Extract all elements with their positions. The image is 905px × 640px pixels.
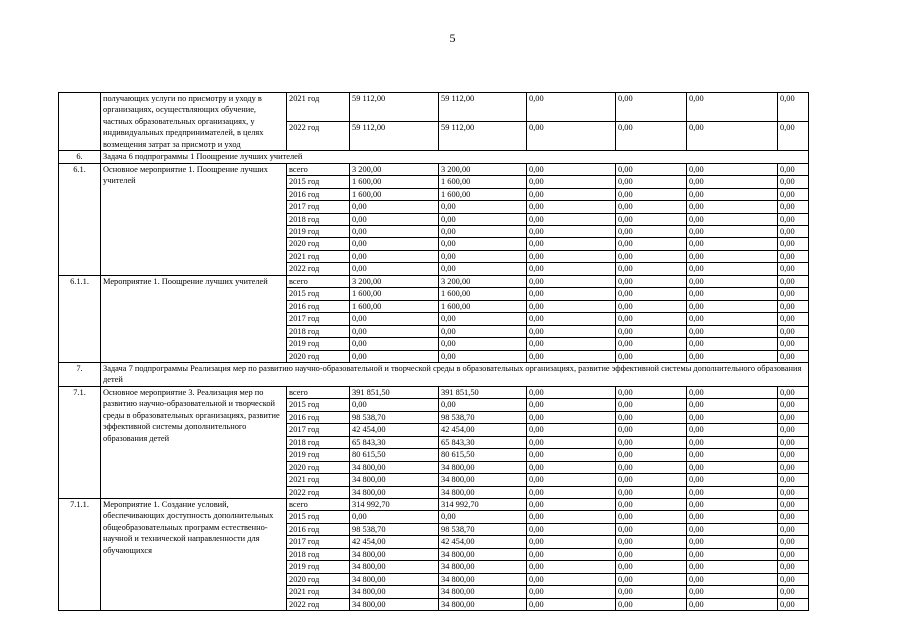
value-cell: 0,00 [439,325,527,337]
value-cell: 0,00 [687,176,778,188]
value-cell: 0,00 [616,313,687,325]
total-cell: 34 800,00 [350,561,439,573]
value-cell: 0,00 [687,536,778,548]
value-cell: 34 800,00 [439,486,527,498]
value-cell: 0,00 [778,238,809,250]
period-cell: 2021 год [287,93,350,122]
value-cell: 0,00 [527,474,616,486]
value-cell: 0,00 [616,511,687,523]
value-cell: 0,00 [687,399,778,411]
value-cell: 0,00 [778,122,809,151]
value-cell: 0,00 [687,325,778,337]
value-cell: 0,00 [527,449,616,461]
value-cell: 3 200,00 [439,275,527,287]
value-cell: 0,00 [616,561,687,573]
value-cell: 0,00 [778,548,809,560]
period-cell: 2020 год [287,350,350,362]
value-cell: 0,00 [687,474,778,486]
period-cell: 2016 год [287,523,350,535]
value-cell: 0,00 [439,201,527,213]
value-cell: 0,00 [687,498,778,510]
value-cell: 59 112,00 [439,122,527,151]
value-cell: 0,00 [778,573,809,585]
value-cell: 65 843,30 [439,436,527,448]
total-cell: 3 200,00 [350,275,439,287]
value-cell: 0,00 [616,122,687,151]
period-cell: 2016 год [287,411,350,423]
total-cell: 98 538,70 [350,411,439,423]
value-cell: 0,00 [616,536,687,548]
value-cell: 0,00 [439,313,527,325]
period-cell: 2019 год [287,449,350,461]
period-cell: 2022 год [287,122,350,151]
value-cell: 0,00 [778,486,809,498]
row-number: 6.1. [59,163,101,275]
value-cell: 0,00 [439,511,527,523]
value-cell: 0,00 [527,411,616,423]
value-cell: 0,00 [616,411,687,423]
value-cell: 42 454,00 [439,536,527,548]
value-cell: 0,00 [687,93,778,122]
value-cell: 0,00 [527,598,616,610]
value-cell: 0,00 [687,561,778,573]
value-cell: 0,00 [527,325,616,337]
value-cell: 0,00 [527,511,616,523]
value-cell: 0,00 [439,238,527,250]
value-cell: 0,00 [439,225,527,237]
value-cell: 0,00 [616,598,687,610]
total-cell: 59 112,00 [350,122,439,151]
table-row [59,163,809,175]
value-cell: 34 800,00 [439,548,527,560]
value-cell: 0,00 [527,93,616,122]
total-cell: 0,00 [350,225,439,237]
row-number: 6.1.1. [59,275,101,362]
total-cell: 59 112,00 [350,93,439,122]
value-cell: 42 454,00 [439,424,527,436]
value-cell: 0,00 [616,201,687,213]
total-cell: 0,00 [350,250,439,262]
value-cell: 0,00 [616,325,687,337]
value-cell: 34 800,00 [439,586,527,598]
total-cell: 3 200,00 [350,163,439,175]
value-cell: 0,00 [616,436,687,448]
value-cell: 0,00 [778,350,809,362]
value-cell: 0,00 [778,201,809,213]
period-cell: 2018 год [287,325,350,337]
value-cell: 98 538,70 [439,523,527,535]
total-cell: 0,00 [350,511,439,523]
value-cell: 0,00 [527,424,616,436]
period-cell: 2022 год [287,486,350,498]
period-cell: 2018 год [287,213,350,225]
value-cell: 0,00 [778,424,809,436]
value-cell: 0,00 [616,523,687,535]
task-title: Задача 7 подпрограммы Реализация мер по развитию научно-образовательной и творческой среды в образовательных организациях, развитие эффективной системы дополнительного образования детей [101,362,809,386]
value-cell: 0,00 [778,93,809,122]
period-cell: 2017 год [287,536,350,548]
period-cell: 2021 год [287,586,350,598]
period-cell: 2018 год [287,436,350,448]
value-cell: 34 800,00 [439,561,527,573]
total-cell: 0,00 [350,313,439,325]
value-cell: 0,00 [527,486,616,498]
value-cell: 0,00 [527,461,616,473]
value-cell: 0,00 [778,188,809,200]
value-cell: 0,00 [687,122,778,151]
value-cell: 0,00 [527,250,616,262]
period-cell: 2017 год [287,313,350,325]
value-cell: 314 992,70 [439,498,527,510]
value-cell: 0,00 [616,449,687,461]
value-cell: 1 600,00 [439,288,527,300]
value-cell: 0,00 [439,399,527,411]
total-cell: 0,00 [350,325,439,337]
value-cell: 0,00 [687,424,778,436]
value-cell: 0,00 [527,523,616,535]
value-cell: 0,00 [778,225,809,237]
value-cell: 0,00 [778,411,809,423]
value-cell: 0,00 [778,399,809,411]
period-cell: 2020 год [287,573,350,585]
value-cell: 0,00 [778,511,809,523]
value-cell: 0,00 [616,386,687,398]
value-cell: 0,00 [527,275,616,287]
value-cell: 34 800,00 [439,598,527,610]
total-cell: 0,00 [350,213,439,225]
value-cell: 3 200,00 [439,163,527,175]
period-cell: 2017 год [287,424,350,436]
value-cell: 0,00 [778,598,809,610]
value-cell: 0,00 [687,225,778,237]
period-cell: 2022 год [287,598,350,610]
value-cell: 0,00 [527,313,616,325]
value-cell: 0,00 [778,498,809,510]
value-cell: 0,00 [616,176,687,188]
task-row [59,151,809,163]
total-cell: 0,00 [350,201,439,213]
value-cell: 80 615,50 [439,449,527,461]
value-cell: 0,00 [616,225,687,237]
total-cell: 42 454,00 [350,536,439,548]
value-cell: 0,00 [616,338,687,350]
value-cell: 0,00 [778,523,809,535]
value-cell: 0,00 [527,548,616,560]
value-cell: 0,00 [778,461,809,473]
period-cell: 2016 год [287,188,350,200]
value-cell: 0,00 [687,511,778,523]
value-cell: 0,00 [687,313,778,325]
value-cell: 0,00 [687,411,778,423]
value-cell: 0,00 [439,263,527,275]
value-cell: 0,00 [687,188,778,200]
value-cell: 0,00 [687,300,778,312]
value-cell: 0,00 [778,474,809,486]
value-cell: 0,00 [616,424,687,436]
value-cell: 0,00 [527,288,616,300]
value-cell: 0,00 [778,449,809,461]
value-cell: 0,00 [616,213,687,225]
period-cell: 2018 год [287,548,350,560]
value-cell: 0,00 [527,561,616,573]
value-cell: 0,00 [527,586,616,598]
value-cell: 0,00 [616,474,687,486]
value-cell: 0,00 [527,399,616,411]
value-cell: 0,00 [687,461,778,473]
total-cell: 0,00 [350,263,439,275]
period-cell: 2021 год [287,474,350,486]
total-cell: 1 600,00 [350,188,439,200]
value-cell: 1 600,00 [439,176,527,188]
value-cell: 0,00 [687,449,778,461]
total-cell: 34 800,00 [350,598,439,610]
value-cell: 98 538,70 [439,411,527,423]
measure-name: получающих услуги по присмотру и уходу в организациях, осуществляющих обучение, частных образовательных организациях, у индивидуальных предпринимателей, в целях возмещения затрат за присмотр и уход [101,93,287,151]
total-cell: 34 800,00 [350,548,439,560]
measure-name: Основное мероприятие 1. Поощрение лучших учителей [101,163,287,275]
value-cell: 0,00 [687,586,778,598]
value-cell: 0,00 [616,250,687,262]
value-cell: 0,00 [527,238,616,250]
period-cell: всего [287,498,350,510]
period-cell: всего [287,163,350,175]
row-number [59,93,101,151]
value-cell: 0,00 [778,338,809,350]
value-cell: 0,00 [687,436,778,448]
value-cell: 0,00 [527,213,616,225]
total-cell: 34 800,00 [350,461,439,473]
value-cell: 0,00 [778,561,809,573]
value-cell: 0,00 [616,498,687,510]
value-cell: 0,00 [527,188,616,200]
measure-name: Мероприятие 1. Создание условий, обеспечивающих доступность дополнительных общеобразовательных программ естественно-научной и технической направленности для обучающихся [101,498,287,610]
value-cell: 0,00 [616,288,687,300]
total-cell: 34 800,00 [350,486,439,498]
value-cell: 0,00 [616,238,687,250]
value-cell: 0,00 [687,238,778,250]
value-cell: 0,00 [778,288,809,300]
value-cell: 0,00 [527,536,616,548]
value-cell: 0,00 [527,176,616,188]
value-cell: 0,00 [687,250,778,262]
period-cell: 2022 год [287,263,350,275]
value-cell: 0,00 [687,213,778,225]
task-title: Задача 6 подпрограммы 1 Поощрение лучших учителей [101,151,809,163]
period-cell: 2019 год [287,561,350,573]
total-cell: 0,00 [350,399,439,411]
value-cell: 0,00 [527,386,616,398]
value-cell: 0,00 [616,93,687,122]
period-cell: 2021 год [287,250,350,262]
value-cell: 0,00 [616,486,687,498]
value-cell: 0,00 [439,213,527,225]
value-cell: 0,00 [616,163,687,175]
period-cell: всего [287,386,350,398]
period-cell: 2017 год [287,201,350,213]
value-cell: 59 112,00 [439,93,527,122]
total-cell: 0,00 [350,350,439,362]
period-cell: 2015 год [287,176,350,188]
value-cell: 0,00 [778,275,809,287]
total-cell: 0,00 [350,238,439,250]
value-cell: 0,00 [778,586,809,598]
row-number: 6. [59,151,101,163]
value-cell: 0,00 [687,486,778,498]
value-cell: 0,00 [616,399,687,411]
row-number: 7.1.1. [59,498,101,610]
value-cell: 0,00 [527,163,616,175]
page-number: 5 [449,31,456,45]
value-cell: 0,00 [527,436,616,448]
value-cell: 0,00 [616,263,687,275]
value-cell: 0,00 [778,176,809,188]
value-cell: 34 800,00 [439,474,527,486]
value-cell: 1 600,00 [439,188,527,200]
value-cell: 0,00 [527,122,616,151]
total-cell: 1 600,00 [350,300,439,312]
total-cell: 391 851,50 [350,386,439,398]
period-cell: 2019 год [287,338,350,350]
value-cell: 0,00 [527,201,616,213]
period-cell: 2015 год [287,511,350,523]
value-cell: 0,00 [778,313,809,325]
value-cell: 0,00 [439,350,527,362]
value-cell: 0,00 [687,350,778,362]
value-cell: 34 800,00 [439,461,527,473]
value-cell: 0,00 [687,263,778,275]
period-cell: 2016 год [287,300,350,312]
value-cell: 0,00 [616,586,687,598]
value-cell: 0,00 [687,275,778,287]
value-cell: 0,00 [616,275,687,287]
period-cell: всего [287,275,350,287]
row-number: 7. [59,362,101,386]
period-cell: 2020 год [287,461,350,473]
value-cell: 0,00 [527,300,616,312]
value-cell: 0,00 [616,188,687,200]
total-cell: 314 992,70 [350,498,439,510]
total-cell: 65 843,30 [350,436,439,448]
value-cell: 0,00 [439,338,527,350]
table-row [59,275,809,287]
total-cell: 34 800,00 [350,573,439,585]
value-cell: 0,00 [778,436,809,448]
row-number: 7.1. [59,386,101,498]
value-cell: 0,00 [778,300,809,312]
value-cell: 0,00 [778,213,809,225]
total-cell: 1 600,00 [350,288,439,300]
value-cell: 0,00 [616,573,687,585]
value-cell: 0,00 [687,548,778,560]
value-cell: 1 600,00 [439,300,527,312]
value-cell: 0,00 [439,250,527,262]
total-cell: 98 538,70 [350,523,439,535]
program-funding-table [58,92,809,611]
value-cell: 0,00 [778,536,809,548]
total-cell: 80 615,50 [350,449,439,461]
task-row [59,362,809,386]
value-cell: 0,00 [616,350,687,362]
value-cell: 0,00 [616,461,687,473]
value-cell: 0,00 [687,386,778,398]
total-cell: 34 800,00 [350,474,439,486]
table-row [59,498,809,510]
period-cell: 2020 год [287,238,350,250]
period-cell: 2019 год [287,225,350,237]
period-cell: 2015 год [287,399,350,411]
value-cell: 0,00 [687,338,778,350]
value-cell: 391 851,50 [439,386,527,398]
value-cell: 0,00 [778,263,809,275]
value-cell: 0,00 [527,225,616,237]
value-cell: 0,00 [687,573,778,585]
value-cell: 0,00 [687,598,778,610]
value-cell: 0,00 [527,573,616,585]
value-cell: 0,00 [527,498,616,510]
value-cell: 0,00 [527,350,616,362]
value-cell: 0,00 [687,201,778,213]
value-cell: 0,00 [527,263,616,275]
value-cell: 0,00 [778,325,809,337]
value-cell: 0,00 [778,386,809,398]
measure-name: Мероприятие 1. Поощрение лучших учителей [101,275,287,362]
table-row [59,386,809,398]
total-cell: 42 454,00 [350,424,439,436]
value-cell: 0,00 [687,523,778,535]
total-cell: 1 600,00 [350,176,439,188]
value-cell: 0,00 [687,163,778,175]
value-cell: 0,00 [527,338,616,350]
value-cell: 0,00 [778,250,809,262]
value-cell: 0,00 [616,300,687,312]
total-cell: 0,00 [350,338,439,350]
value-cell: 0,00 [687,288,778,300]
total-cell: 34 800,00 [350,586,439,598]
value-cell: 0,00 [778,163,809,175]
measure-name: Основное мероприятие 3. Реализация мер по развитию научно-образовательной и творческой среды в образовательных организациях, развитие эффективной системы дополнительного образования детей [101,386,287,498]
table-row [59,93,809,122]
value-cell: 34 800,00 [439,573,527,585]
value-cell: 0,00 [616,548,687,560]
period-cell: 2015 год [287,288,350,300]
